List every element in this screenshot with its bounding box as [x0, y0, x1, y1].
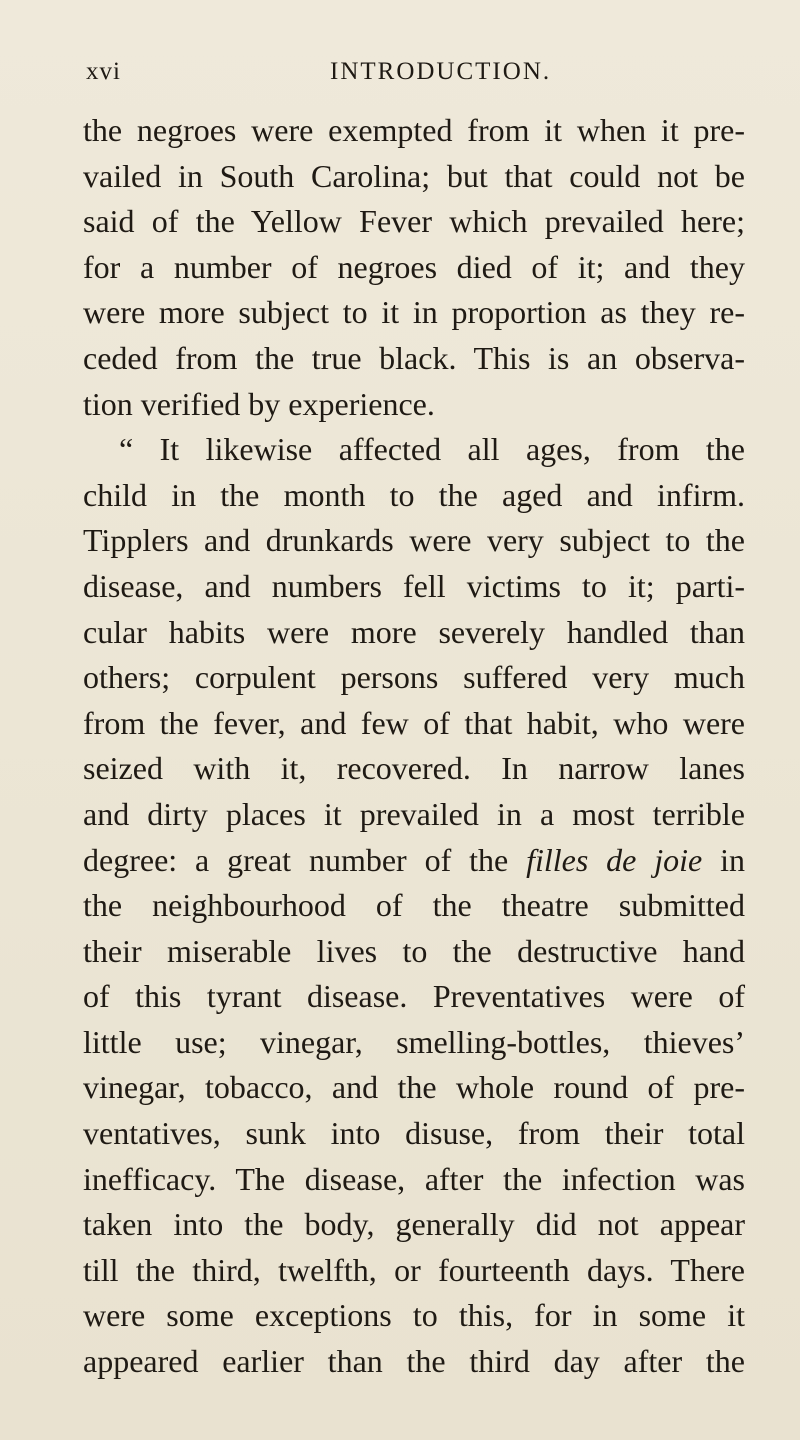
text-line: others; corpulent persons suffered very much [83, 659, 745, 696]
text-line: disease, and numbers fell victims to it; parti- [83, 567, 745, 604]
text-line: said of the Yellow Fever which prevailed here; [83, 203, 745, 240]
text-line: ceded from the true black. This is an observa- [83, 339, 745, 376]
body-text [83, 108, 745, 1385]
text-line: the neighbourhood of the theatre submitted [83, 887, 745, 924]
text-line: vailed in South Carolina; but that could not be [83, 157, 745, 194]
text-line: for a number of negroes died of it; and they [83, 248, 745, 285]
text-line: from the fever, and few of that habit, who were [83, 704, 745, 741]
text-line-with-italic [83, 838, 745, 884]
line-text-after: in [702, 841, 746, 878]
text-line: appeared earlier than the third day after the [83, 1343, 745, 1380]
text-line: taken into the body, generally did not appear [83, 1206, 745, 1243]
text-line: and dirty places it prevailed in a most terrible [83, 795, 745, 832]
text-line: vinegar, tobacco, and the whole round of pre- [83, 1069, 745, 1106]
text-line: seized with it, recovered. In narrow lanes [83, 750, 745, 787]
quote-opening-line: “ It likewise affected all ages, from the [119, 431, 745, 468]
running-head [0, 58, 800, 98]
text-line: the negroes were exempted from it when it pre- [83, 112, 745, 148]
italic-phrase: filles de joie [526, 841, 703, 878]
paragraph-end-line: tion verified by experience. [83, 385, 435, 422]
text-line: Tipplers and drunkards were very subject to the [83, 522, 745, 559]
text-line: of this tyrant disease. Preventatives were of [83, 978, 745, 1015]
text-line: little use; vinegar, smelling-bottles, thieves’ [83, 1023, 745, 1060]
text-line: their miserable lives to the destructive hand [83, 932, 745, 969]
text-line: were some exceptions to this, for in some it [83, 1297, 745, 1334]
page-number: xvi [86, 58, 121, 85]
text-line: were more subject to it in proportion as they re- [83, 294, 745, 331]
text-line: ventatives, sunk into disuse, from their total [83, 1115, 745, 1152]
running-head-title: INTRODUCTION. [330, 58, 552, 85]
text-line: till the third, twelfth, or fourteenth days. There [83, 1251, 745, 1288]
text-line: cular habits were more severely handled than [83, 613, 745, 650]
text-line: child in the month to the aged and infirm. [83, 476, 745, 513]
line-text-before: degree: a great number of the [83, 841, 527, 878]
text-line: inefficacy. The disease, after the infection was [83, 1160, 745, 1197]
